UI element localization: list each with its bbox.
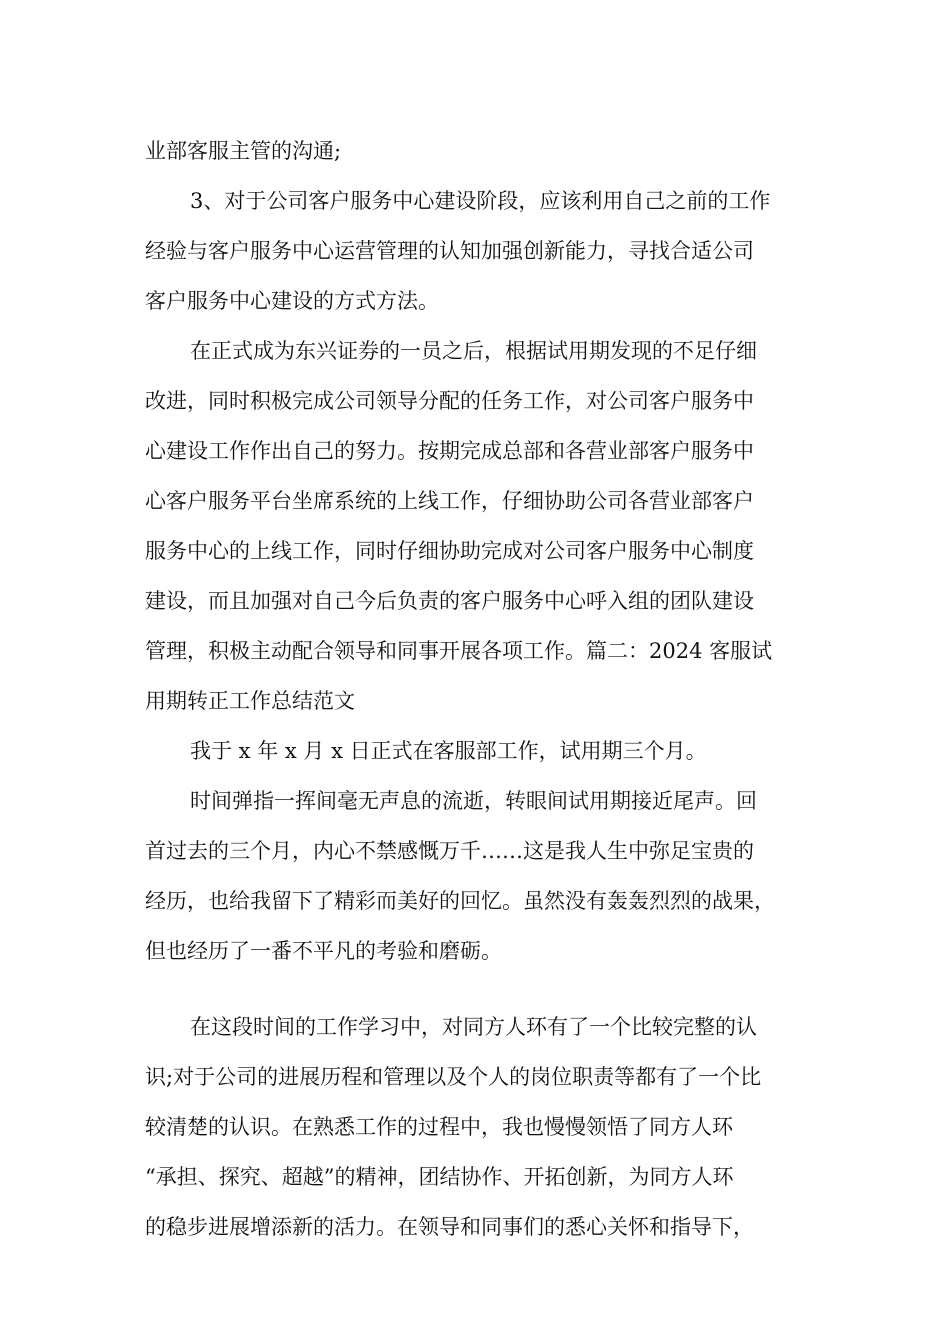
text-line: 经历，也给我留下了精彩而美好的回忆。虽然没有轰轰烈烈的战果， — [145, 889, 775, 913]
text-line: “承担、探究、超越”的精神，团结协作、开拓创新，为同方人环 — [145, 1165, 734, 1189]
text-line: 建设，而且加强对自己今后负责的客户服务中心呼入组的团队建设 — [145, 589, 754, 613]
text-line: 我于 x 年 x 月 x 日正式在客服部工作，试用期三个月。 — [190, 739, 707, 763]
text-line: 经验与客户服务中心运营管理的认知加强创新能力，寻找合适公司 — [145, 239, 754, 263]
text-line: 但也经历了一番不平凡的考验和磨砺。 — [145, 939, 502, 963]
text-line: 时间弹指一挥间毫无声息的流逝，转眼间试用期接近尾声。回 — [190, 789, 757, 813]
text-line: 在正式成为东兴证券的一员之后，根据试用期发现的不足仔细 — [190, 339, 757, 363]
text-line: 服务中心的上线工作，同时仔细协助完成对公司客户服务中心制度 — [145, 539, 754, 563]
text-line: 业部客服主管的沟通; — [145, 139, 342, 163]
text-line: 心建设工作作出自己的努力。按期完成总部和各营业部客户服务中 — [145, 439, 754, 463]
text-line: 较清楚的认识。在熟悉工作的过程中，我也慢慢领悟了同方人环 — [145, 1115, 733, 1139]
text-line: 的稳步进展增添新的活力。在领导和同事们的悉心关怀和指导下， — [145, 1215, 754, 1239]
text-line: 管理，积极主动配合领导和同事开展各项工作。篇二：2024 客服试 — [145, 639, 773, 663]
text-line: 客户服务中心建设的方式方法。 — [145, 289, 439, 313]
text-line: 首过去的三个月，内心不禁感慨万千……这是我人生中弥足宝贵的 — [145, 839, 754, 863]
text-line: 用期转正工作总结范文 — [145, 689, 355, 713]
text-line: 改进，同时积极完成公司领导分配的任务工作，对公司客户服务中 — [145, 389, 754, 413]
text-line: 3、对于公司客户服务中心建设阶段，应该利用自己之前的工作 — [190, 189, 771, 213]
text-line: 在这段时间的工作学习中，对同方人环有了一个比较完整的认 — [190, 1015, 757, 1039]
text-line: 识;对于公司的进展历程和管理以及个人的岗位职责等都有了一个比 — [145, 1065, 762, 1089]
text-line: 心客户服务平台坐席系统的上线工作，仔细协助公司各营业部客户 — [145, 489, 754, 513]
